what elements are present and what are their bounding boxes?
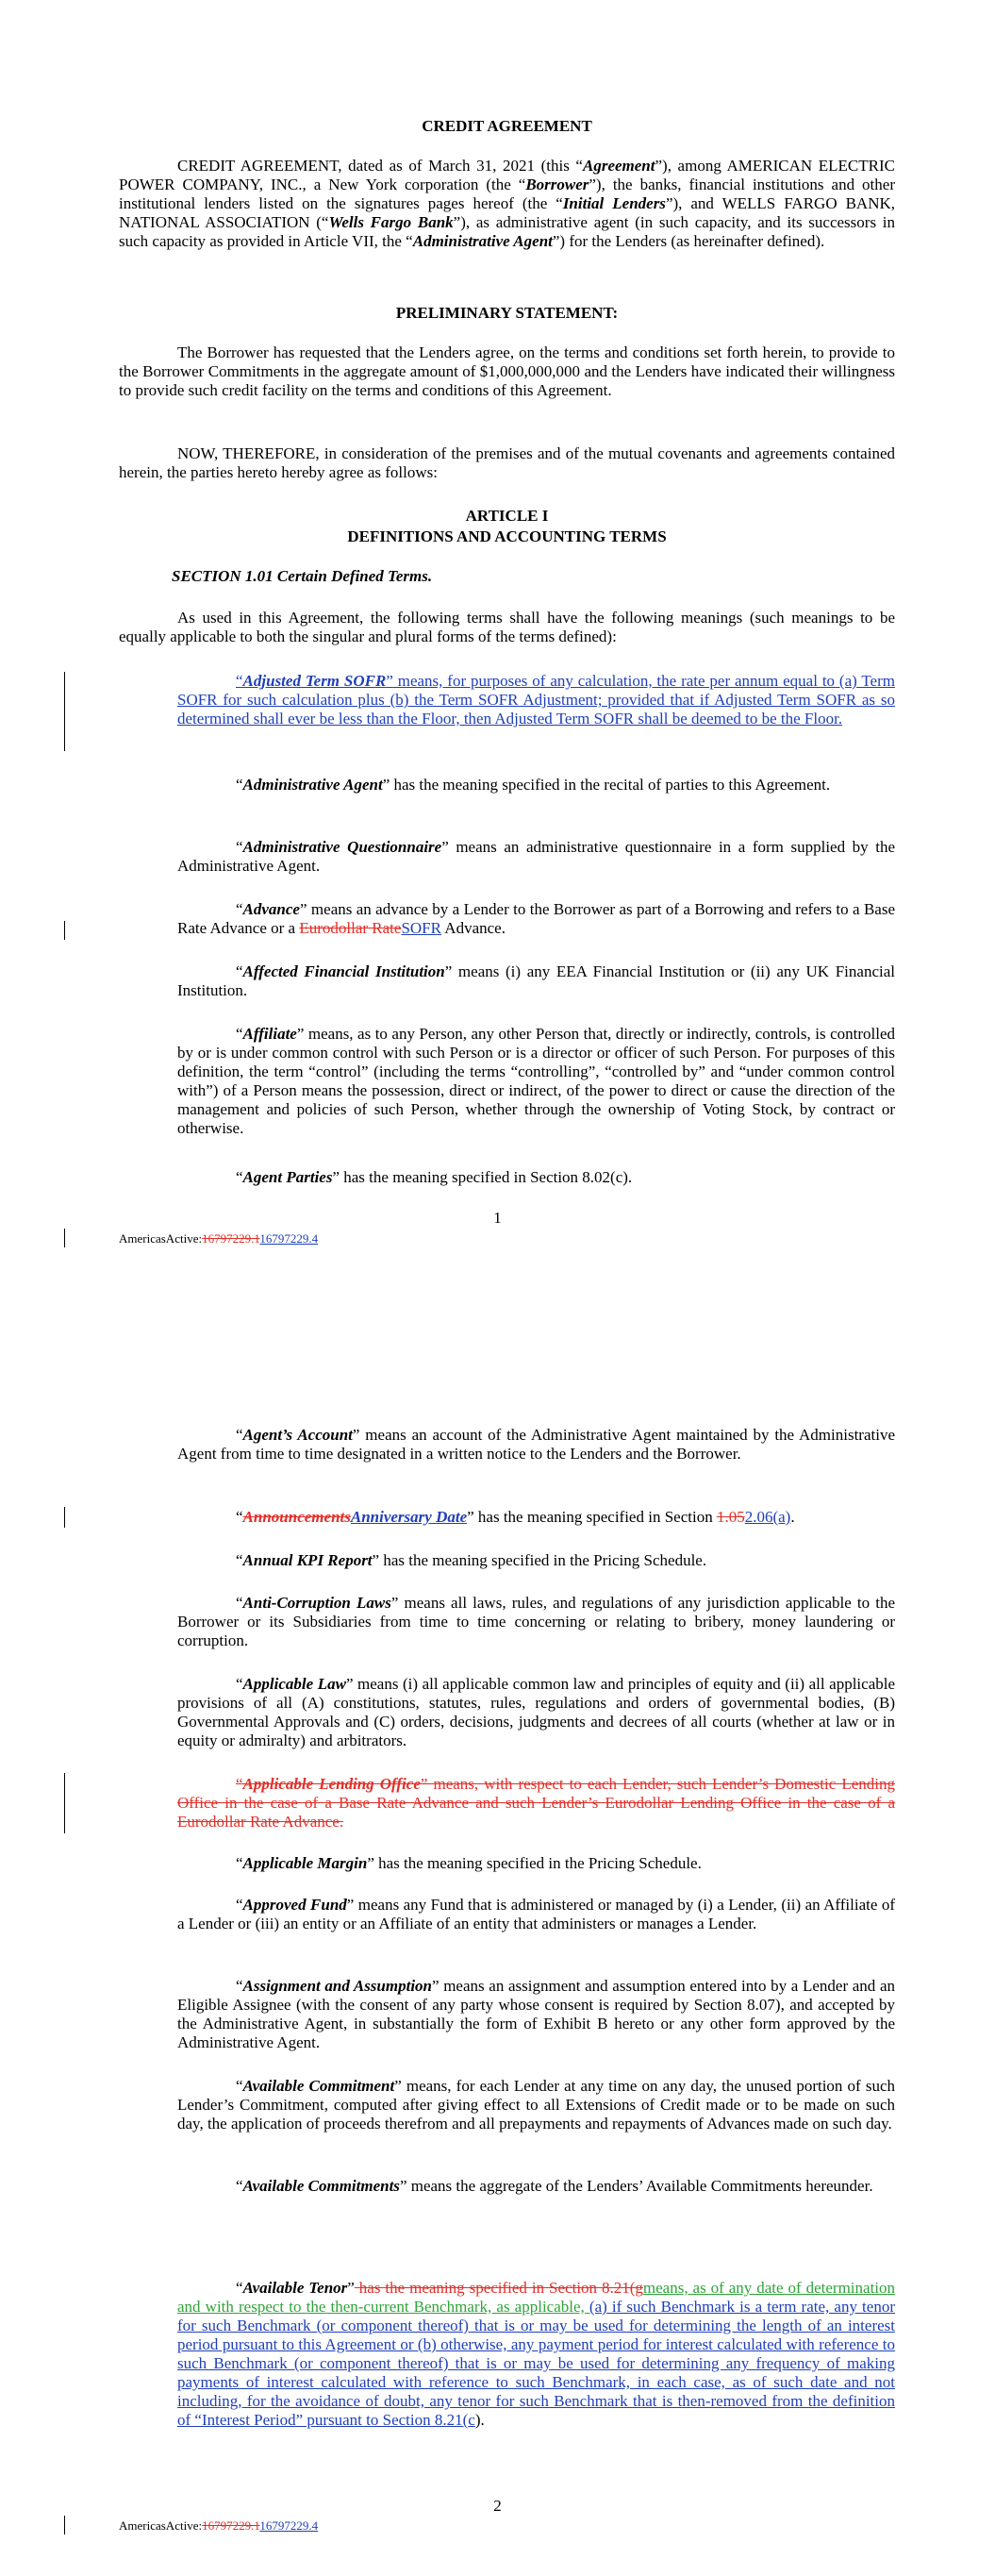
def-advance: “Advance” means an advance by a Lender to the Borrower as part of a Borrowing and refers to a Base Rate Advance or a Eurodollar RateSOFR Advance. xyxy=(177,900,895,937)
preliminary-paragraph: The Borrower has requested that the Lenders agree, on the terms and conditions set forth herein, to provide to the Borrower Commitments in the aggregate amount of $1,000,000,000 and the Lenders have indicated their willingness to provide such credit facility on the terms and conditions of this Agreement. xyxy=(119,343,895,399)
article-title: DEFINITIONS AND ACCOUNTING TERMS xyxy=(347,527,667,545)
preliminary-heading: PRELIMINARY STATEMENT: xyxy=(395,304,619,322)
change-bar xyxy=(64,672,65,751)
as-used-paragraph: As used in this Agreement, the following terms shall have the following meanings (such meanings to be equally applicable to both the singular and plural forms of the terms defined): xyxy=(119,609,895,645)
def-administrative-agent: “Administrative Agent” has the meaning specified in the recital of parties to this Agreement. xyxy=(236,776,831,794)
change-bar xyxy=(64,1773,65,1833)
def-agents-account: “Agent’s Account” means an account of the Administrative Agent maintained by the Administrative Agent from time to time designated in a written notice to the Lenders and the Borrower. xyxy=(177,1426,895,1463)
def-agent-parties: “Agent Parties” has the meaning specified in Section 8.02(c). xyxy=(236,1168,633,1186)
def-anti-corruption-laws: “Anti-Corruption Laws” means all laws, rules, and regulations of any jurisdiction applicable to the Borrower or its Subsidiaries from time to time concerning or relating to bribery, money laundering or corruption. xyxy=(177,1594,896,1649)
def-applicable-lending-office: “Applicable Lending Office” means, with respect to each Lender, such Lender’s Domestic Lending Office in the case of a Base Rate Advance and such Lender’s Eurodollar Lending Office in the case of a Eurodollar Rate Advance. xyxy=(177,1775,895,1831)
section-heading: SECTION 1.01 Certain Defined Terms. xyxy=(172,567,433,585)
document-footer: AmericasActive:16797229.116797229.4 xyxy=(119,1231,319,1246)
page-number: 2 xyxy=(493,2497,502,2515)
page-number: 1 xyxy=(493,1209,502,1227)
def-available-commitments: “Available Commitments” means the aggregate of the Lenders’ Available Commitments hereunder. xyxy=(236,2177,873,2195)
change-bar xyxy=(64,1507,65,1528)
def-adjusted-term-sofr: “Adjusted Term SOFR” means, for purposes of any calculation, the rate per annum equal to (a) Term SOFR for such calculation plus (b) the Term SOFR Adjustment; provided that if Adjusted Term SOFR as so determined shall ever be less than the Floor, then Adjusted Term SOFR shall be deemed to be the Floor. xyxy=(177,672,895,728)
def-annual-kpi-report: “Annual KPI Report” has the meaning specified in the Pricing Schedule. xyxy=(236,1551,707,1569)
now-therefore-paragraph: NOW, THEREFORE, in consideration of the premises and of the mutual covenants and agreements contained herein, the parties hereto hereby agree as follows: xyxy=(119,444,895,481)
def-applicable-law: “Applicable Law” means (i) all applicable common law and principles of equity and (ii) all applicable provisions of all (A) constitutions, statutes, rules, regulations and orders of governmental bodies, (B) Governmental Approvals and (C) orders, decisions, judgments and decrees of all courts (whether at law or in equity or admiralty) and arbitrators. xyxy=(177,1675,896,1749)
document-footer: AmericasActive:16797229.116797229.4 xyxy=(119,2518,319,2533)
def-affected-financial-institution: “Affected Financial Institution” means (i) any EEA Financial Institution or (ii) any UK Financial Institution. xyxy=(177,962,895,999)
def-anniversary-date: “AnnouncementsAnniversary Date” has the meaning specified in Section 1.052.06(a). xyxy=(236,1508,795,1526)
def-approved-fund: “Approved Fund” means any Fund that is administered or managed by (i) a Lender, (ii) an Affiliate of a Lender or (iii) an entity or an Affiliate of an entity that administers or manages a Lender. xyxy=(177,1896,895,1932)
article-heading: ARTICLE I xyxy=(465,507,549,525)
intro-paragraph: CREDIT AGREEMENT, dated as of March 31, 2021 (this “Agreement”), among AMERICAN ELECTRIC POWER COMPANY, INC., a New York corporation (the “Borrower”), the banks, financial institutions and other institutional lenders listed on the signatures pages hereof (the “Initial Lenders”), and WELLS FARGO BANK, NATIONAL ASSOCIATION (“Wells Fargo Bank”), as administrative agent (in such capacity, and its successors in such capacity as provided in Article VII, the “Administrative Agent”) for the Lenders (as hereinafter defined). xyxy=(119,157,896,250)
document-title: CREDIT AGREEMENT xyxy=(422,117,592,135)
def-assignment-and-assumption: “Assignment and Assumption” means an assignment and assumption entered into by a Lender and an Eligible Assignee (with the consent of any party whose consent is required by Section 8.07), and accepted by the Administrative Agent, in substantially the form of Exhibit B hereto or any other form approved by the Administrative Agent. xyxy=(177,1977,895,2051)
change-bar xyxy=(64,2516,65,2534)
def-available-commitment: “Available Commitment” means, for each Lender at any time on any day, the unused portion of such Lender’s Commitment, computed after giving effect to all Extensions of Credit made or to be made on such day, the application of proceeds therefrom and all prepayments and repayments of Advances made on such day. xyxy=(177,2077,895,2133)
page-2 xyxy=(0,1288,995,2576)
change-bar xyxy=(64,1229,65,1247)
def-administrative-questionnaire: “Administrative Questionnaire” means an administrative questionnaire in a form supplied by the Administrative Agent. xyxy=(177,838,896,875)
def-available-tenor: “Available Tenor” has the meaning specified in Section 8.21(gmeans, as of any date of determination and with respect to the then-current Benchmark, as applicable, (a) if such Benchmark is a term rate, any tenor for such Benchmark (or component thereof) that is or may be used for determining the length of an interest period pursuant to this Agreement or (b) otherwise, any payment period for interest calculated with reference to such Benchmark (or component thereof) that is or may be used for determining any frequency of making payments of interest calculated with reference to such Benchmark, in each case, as of such date and not including, for the avoidance of doubt, any tenor for such Benchmark that is then-removed from the definition of “Interest Period” pursuant to Section 8.21(c). xyxy=(177,2279,896,2429)
def-affiliate: “Affiliate” means, as to any Person, any other Person that, directly or indirectly, controls, is controlled by or is under common control with such Person or is a director or officer of such Person. For purposes of this definition, the term “control” (including the terms “controlling”, “controlled by” and “under common control with”) of a Person means the possession, direct or indirect, of the power to direct or cause the direction of the management and policies of such Person, whether through the ownership of Voting Stock, by contract or otherwise. xyxy=(177,1025,895,1137)
change-bar xyxy=(64,921,65,940)
def-applicable-margin: “Applicable Margin” has the meaning specified in the Pricing Schedule. xyxy=(236,1854,702,1872)
